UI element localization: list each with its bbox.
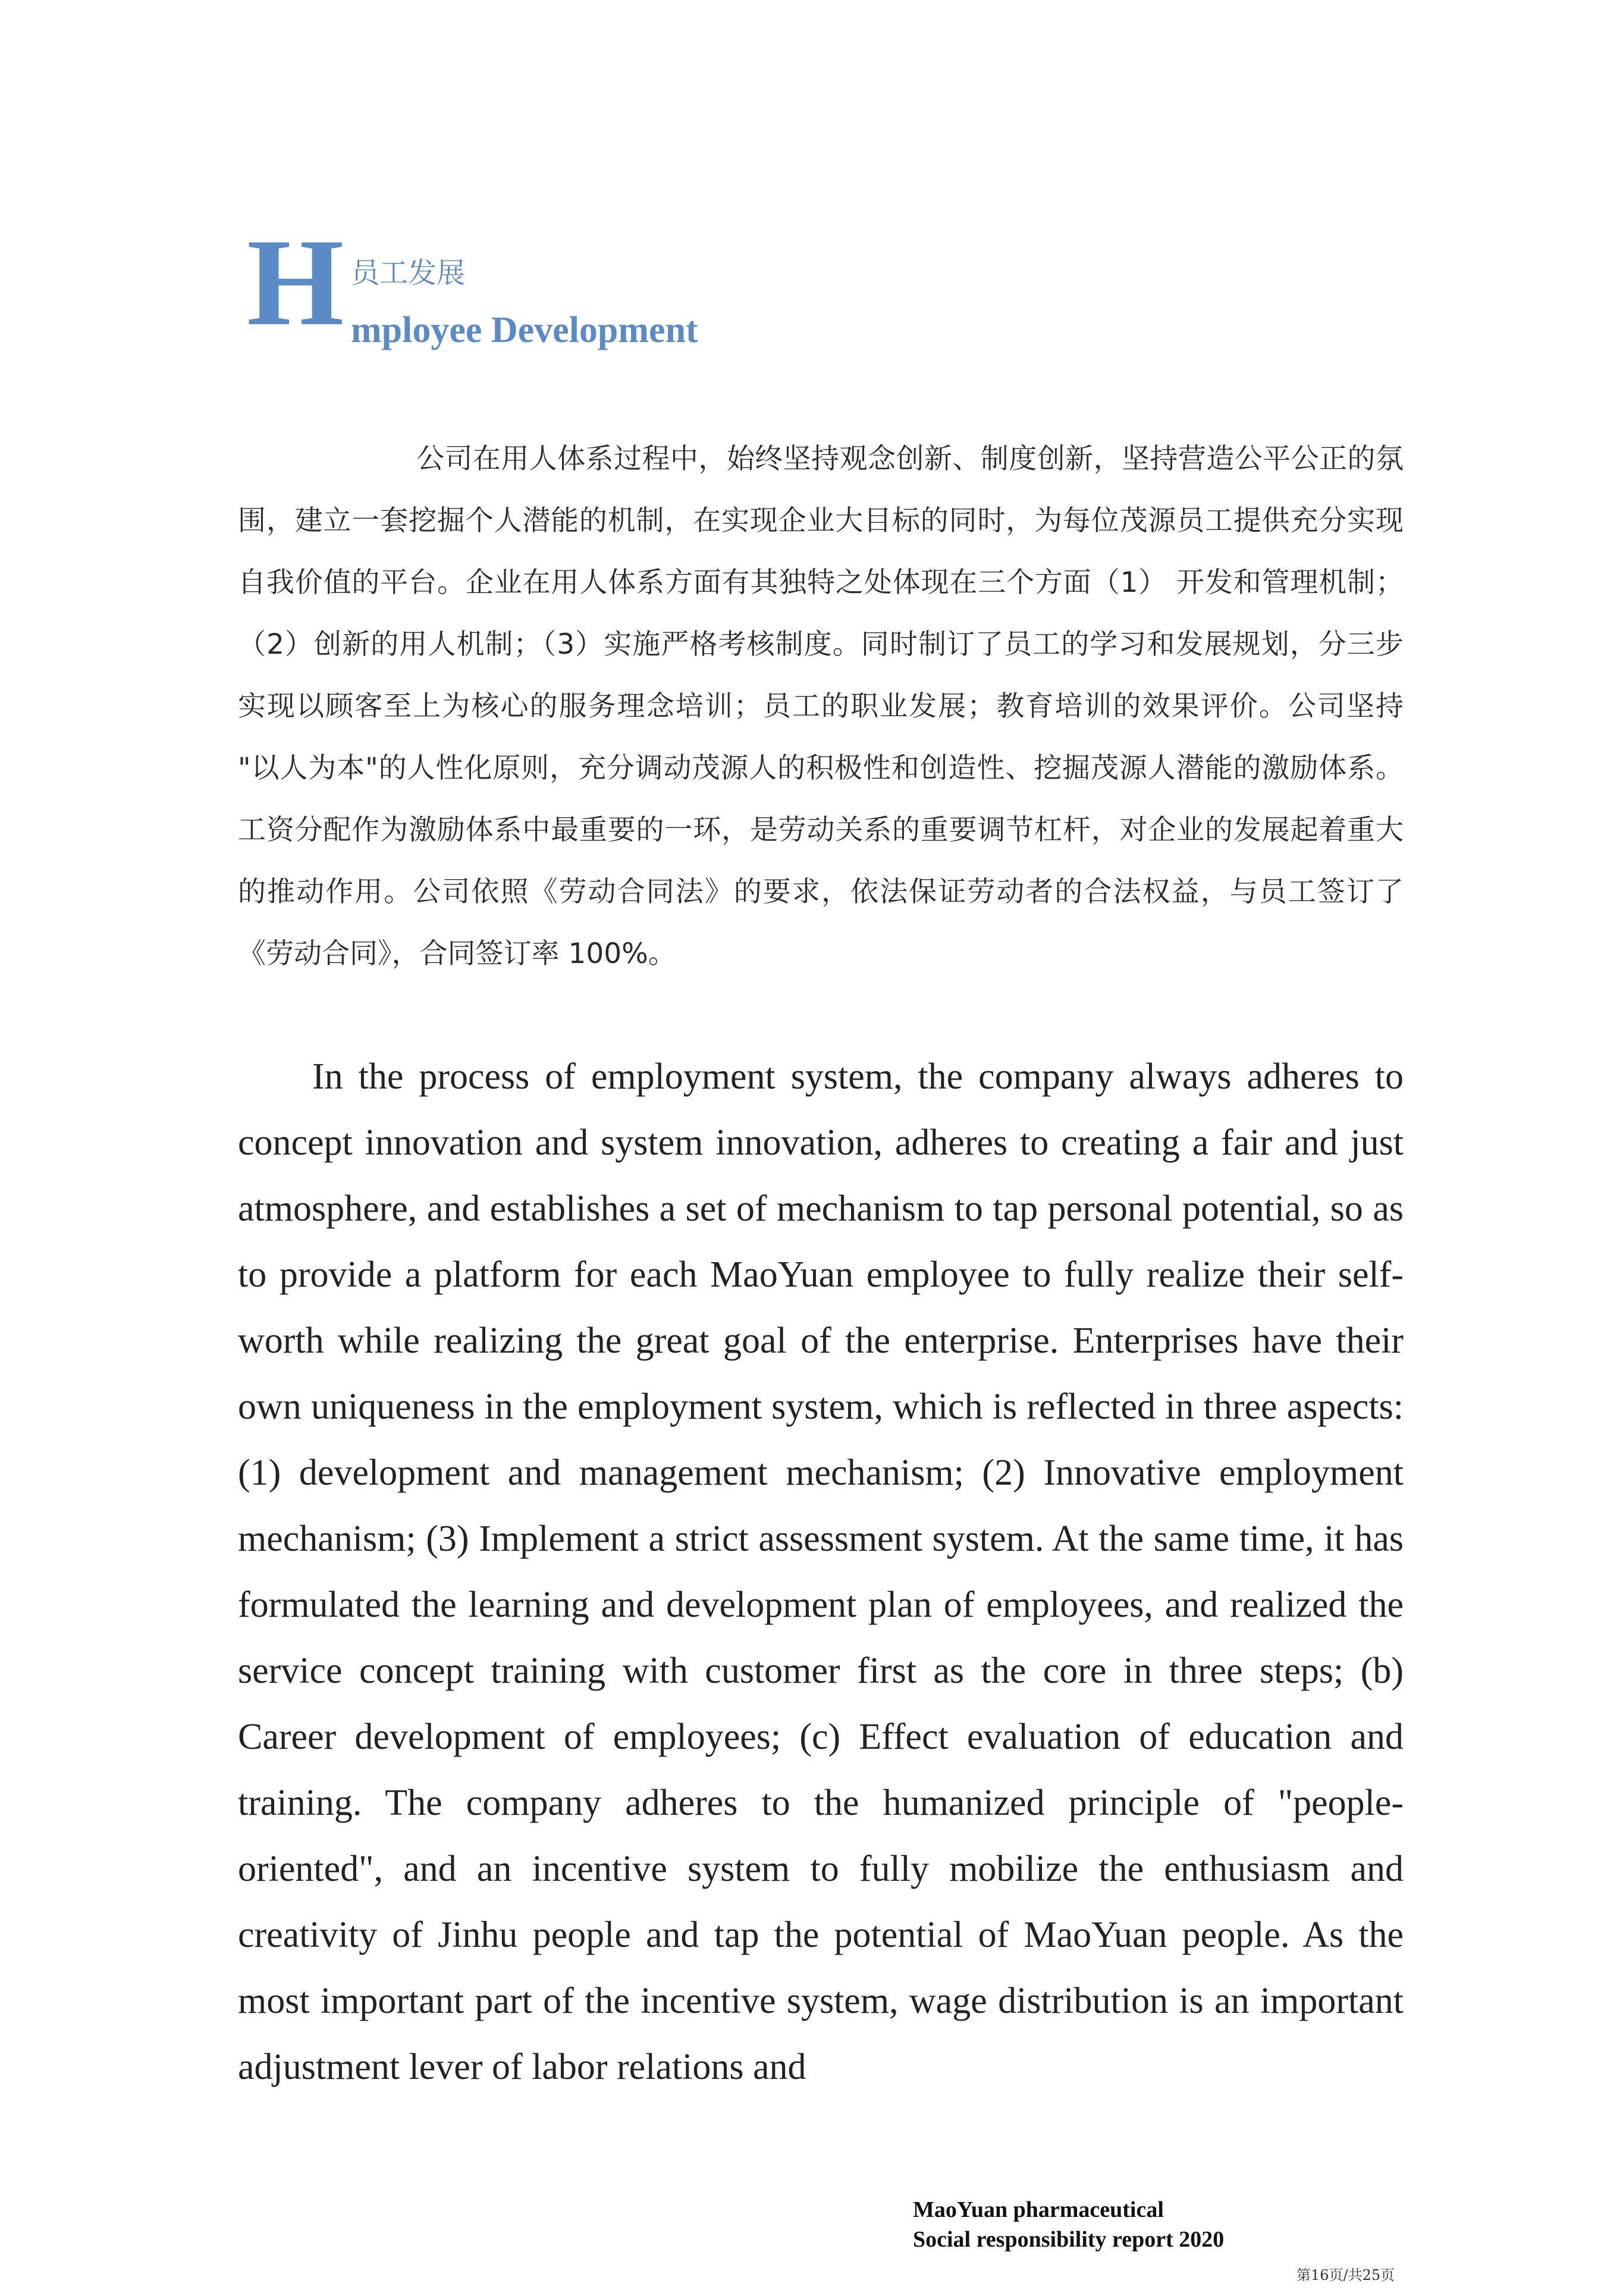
header-initial-letter: H [247,214,344,352]
section-header [247,214,1079,363]
body-paragraph-zh: 公司在用人体系过程中，始终坚持观念创新、制度创新，坚持营造公平公正的氛围，建立一套挖掘个人潜能的机制，在实现企业大目标的同时，为每位茂源员工提供充分实现自我价值的平台。企业在用人体系方面有其独特之处体现在三个方面（1） 开发和管理机制；（2）创新的用人机制；（3）实施严格考核制度。同时制订了员工的学习和发展规划，分三步实现以顾客至上为核心的服务理念培训；员工的职业发展；教育培训的效果评价。公司坚持 "以人为本"的人性化原则，充分调动茂源人的积极性和创造性、挖掘茂源人潜能的激励体系。工资分配作为激励体系中最重要的一环，是劳动关系的重要调节杠杆，对企业的发展起着重大的推动作用。公司依照《劳动合同法》的要求，依法保证劳动者的合法权益，与员工签订了《劳动合同》，合同签订率 100%。 [238,443,1404,970]
page-number: 第16页/共25页 [1296,2267,1395,2284]
header-title-zh: 员工发展 [351,256,466,290]
footer-company: MaoYuan pharmaceutical [913,2197,1164,2222]
footer-report-title: Social responsibility report 2020 [913,2227,1225,2252]
footer [913,2195,1448,2254]
body-paragraph-en: In the process of employment system, the company always adheres to concept innovation and system innovation, adheres to creating a fair and just atmosphere, and establishes a set of mechanism to tap personal potential, so as to provide a platform for each MaoYuan employee to fully realize their self-worth while realizing the great goal of the enterprise. Enterprises have their own uniqueness in the employment system, which is reflected in three aspects: (1) development and management mechanism; (2) Innovative employment mechanism; (3) Implement a strict assessment system. At the same time, it has formulated the learning and development plan of employees, and realized the service concept training with customer first as the core in three steps; (b) Career development of employees; (c) Effect evaluation of education and training. The company adheres to the humanized principle of "people-oriented", and an incentive system to fully mobilize the enthusiasm and creativity of Jinhu people and tap the potential of MaoYuan people. As the most important part of the incentive system, wage distribution is an important adjustment lever of labor relations and [238,1056,1404,2087]
header-title-en: mployee Development [351,310,698,350]
